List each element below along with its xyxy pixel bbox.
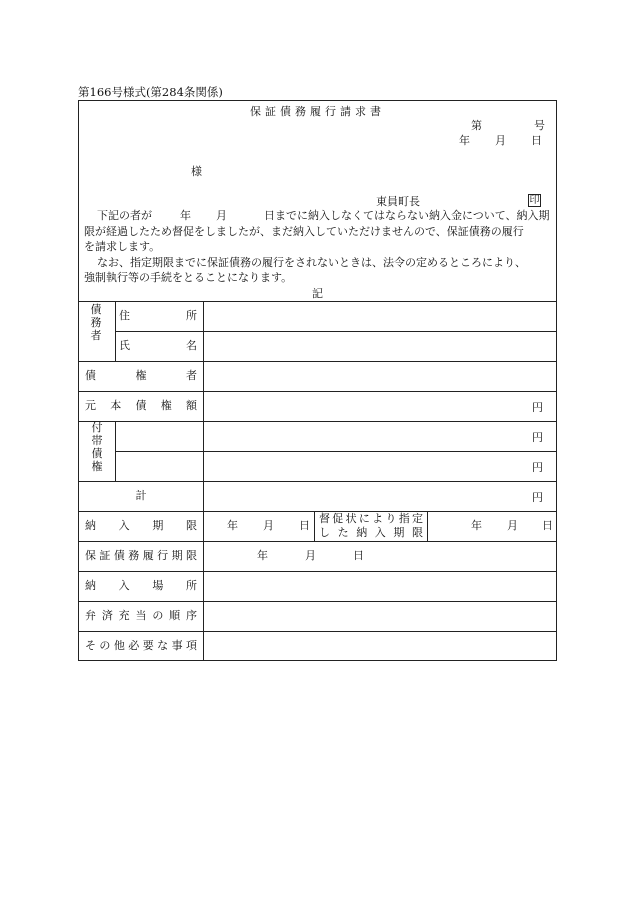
- rule: [79, 481, 556, 482]
- debtor-address-label: 住所: [119, 309, 197, 322]
- deadline-label: 納入期限: [85, 519, 197, 532]
- ki-label: 記: [312, 287, 323, 300]
- reminder-year: 年: [471, 519, 482, 532]
- date-year: 年: [459, 134, 470, 147]
- rule: [115, 421, 116, 481]
- deadline-year: 年: [227, 519, 238, 532]
- guarantee-year: 年: [257, 549, 268, 562]
- rule: [115, 331, 556, 332]
- payment-place-label: 納入場所: [85, 579, 197, 592]
- appropriation-order-label: 弁済充当の順序: [85, 609, 197, 622]
- addressee-suffix: 様: [191, 165, 202, 178]
- deadline-day: 日: [299, 519, 310, 532]
- rule: [314, 511, 315, 541]
- rule: [79, 421, 556, 422]
- reminder-label-line1: 督促状により指定: [319, 512, 423, 525]
- guarantee-deadline-label: 保証債務履行期限: [85, 549, 197, 562]
- guarantee-request-form: [78, 100, 557, 661]
- rule: [79, 601, 556, 602]
- total-label: 計: [135, 489, 147, 502]
- principal-yen: 円: [532, 401, 543, 414]
- debtor-group-label: 債務者: [90, 303, 102, 342]
- rule: [203, 301, 204, 660]
- para1-line3: を請求します。: [84, 240, 161, 253]
- accessory1-yen: 円: [532, 431, 543, 444]
- rule: [79, 391, 556, 392]
- deadline-month: 月: [263, 519, 274, 532]
- rule: [115, 301, 116, 361]
- para1-month: 月: [216, 209, 227, 222]
- reminder-day: 日: [542, 519, 553, 532]
- reminder-month: 月: [507, 519, 518, 532]
- para2-line1: なお、指定期限までに保証債務の履行をされないときは、法令の定めるところにより、: [97, 255, 526, 269]
- guarantee-day: 日: [353, 549, 364, 562]
- rule: [79, 571, 556, 572]
- other-matters-label: その他必要な事項: [85, 639, 197, 652]
- accessory-group-label: 付帯債権: [91, 421, 103, 473]
- document-title: 保証債務履行請求書: [250, 105, 385, 118]
- rule: [427, 511, 428, 541]
- para1-intro: 下記の者が: [97, 209, 152, 222]
- rule: [79, 631, 556, 632]
- seal-mark: 印: [529, 195, 540, 206]
- para1-year: 年: [180, 209, 191, 222]
- rule: [79, 511, 556, 512]
- para2-line2: 強制執行等の手続をとることになります。: [84, 271, 293, 284]
- rule: [79, 301, 556, 302]
- para1-line2: 限が経過したため督促をしましたが、まだ納入していただけませんので、保証債務の履行: [84, 224, 524, 238]
- reminder-label-line2: した納入期限: [319, 526, 423, 539]
- issuer: 東員町長: [376, 195, 420, 208]
- rule: [79, 541, 556, 542]
- date-day: 日: [531, 134, 542, 147]
- total-yen: 円: [532, 491, 543, 504]
- paragraph-request: [84, 208, 554, 286]
- rule: [79, 361, 556, 362]
- number-suffix: 号: [534, 119, 545, 132]
- creditor-label: 債権者: [85, 369, 197, 382]
- rule: [115, 451, 556, 452]
- guarantee-month: 月: [305, 549, 316, 562]
- date-month: 月: [495, 134, 506, 147]
- number-prefix: 第: [471, 119, 482, 132]
- para1-rest: 日までに納入しなくてはならない納入金について、納入期: [264, 209, 550, 222]
- form-number: 第166号様式(第284条関係): [78, 85, 223, 99]
- principal-label: 元本債権額: [85, 399, 197, 412]
- debtor-name-label: 氏名: [119, 339, 197, 352]
- accessory2-yen: 円: [532, 461, 543, 474]
